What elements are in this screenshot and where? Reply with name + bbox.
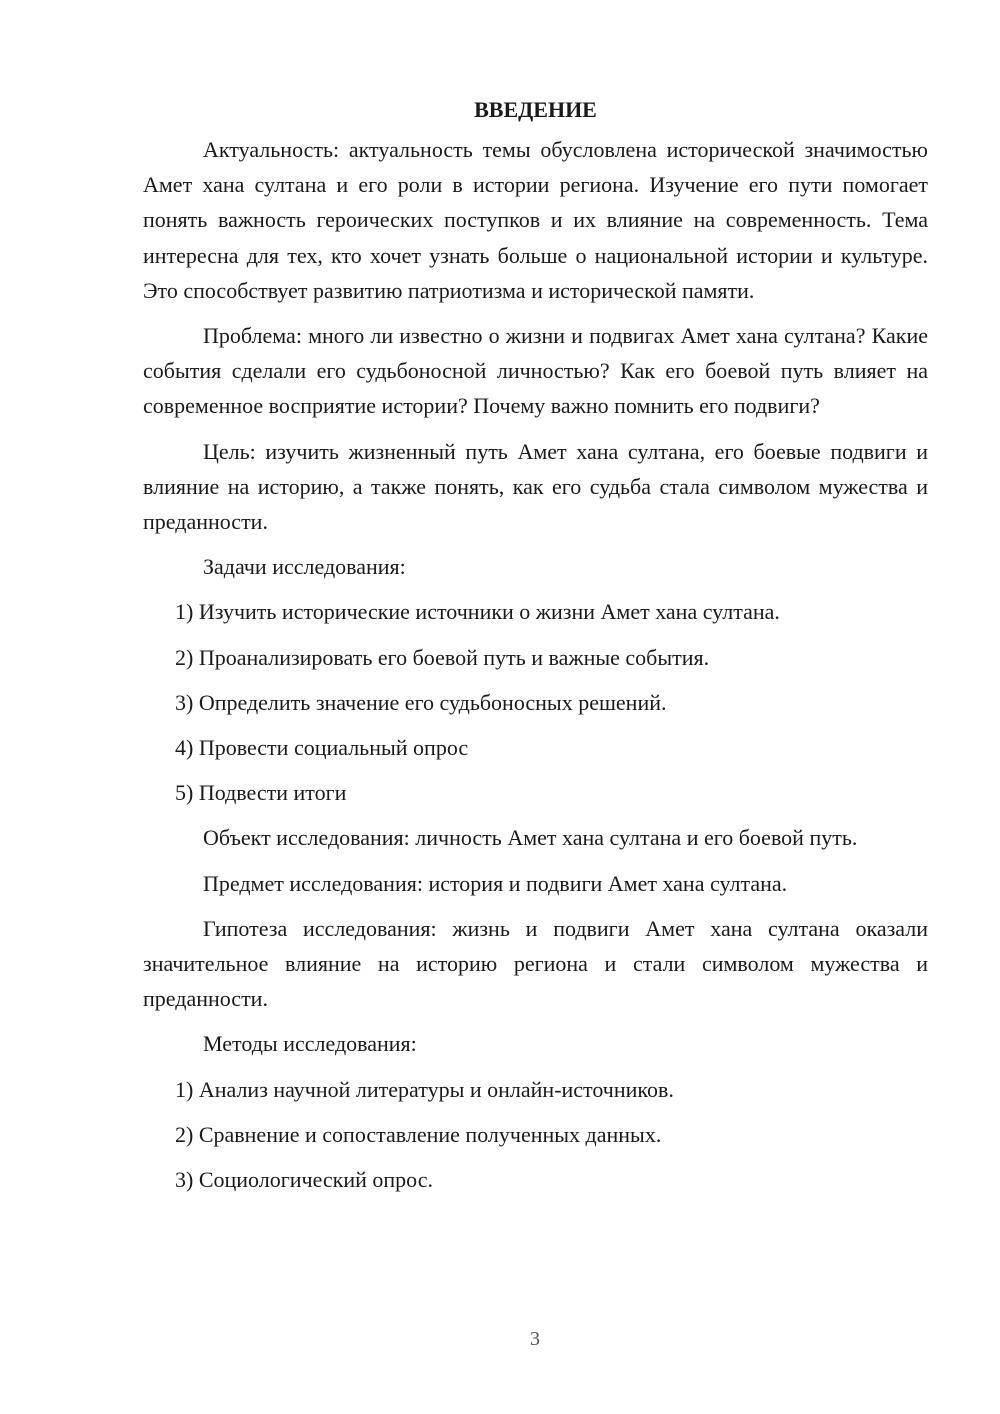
method-item: 2) Сравнение и сопоставление полученных данных. [175, 1121, 662, 1147]
task-item: 5) Подвести итоги [175, 780, 347, 806]
task-item: 2) Проанализировать его боевой путь и важные события. [175, 644, 710, 670]
page-number: 3 [530, 1328, 540, 1350]
tasks-heading: Задачи исследования: [203, 554, 406, 580]
tasks-list [143, 594, 928, 810]
page-title: ВВЕДЕНИЕ [474, 97, 597, 122]
goal-paragraph: Цель: изучить жизненный путь Амет хана султана, его боевые подвиги и влияние на историю, а также понять, как его судьба стала символом мужества и преданности. [143, 438, 928, 535]
task-item: 4) Провести социальный опрос [175, 735, 469, 761]
subject-paragraph: Предмет исследования: история и подвиги Амет хана султана. [203, 870, 788, 896]
methods-list [143, 1072, 928, 1198]
method-item: 3) Социологический опрос. [175, 1167, 433, 1193]
hypothesis-paragraph: Гипотеза исследования: жизнь и подвиги Амет хана султана оказали значительное влияние на историю региона и стали символом мужества и преданности. [143, 915, 928, 1012]
task-item: 1) Изучить исторические источники о жизни Амет хана султана. [175, 599, 780, 625]
method-item: 1) Анализ научной литературы и онлайн-источников. [175, 1076, 674, 1102]
methods-heading: Методы исследования: [203, 1031, 417, 1057]
object-paragraph: Объект исследования: личность Амет хана султана и его боевой путь. [203, 825, 858, 851]
problem-paragraph: Проблема: много ли известно о жизни и подвигах Амет хана султана? Какие события сделали его судьбоносной личностью? Как его боевой путь влияет на современное восприятие истории? Почему важно помнить его подвиги? [143, 323, 928, 419]
task-item: 3) Определить значение его судьбоносных решений. [175, 689, 667, 715]
document-page [143, 90, 928, 1207]
relevance-paragraph: Актуальность: актуальность темы обусловлена исторической значимостью Амет хана султана и его роли в истории региона. Изучение его пути помогает понять важность героических поступков и их влияние на современность. Тема интересна для тех, кто хочет узнать больше о национальной истории и культуре. Это способствует развитию патриотизма и исторической памяти. [143, 137, 928, 303]
